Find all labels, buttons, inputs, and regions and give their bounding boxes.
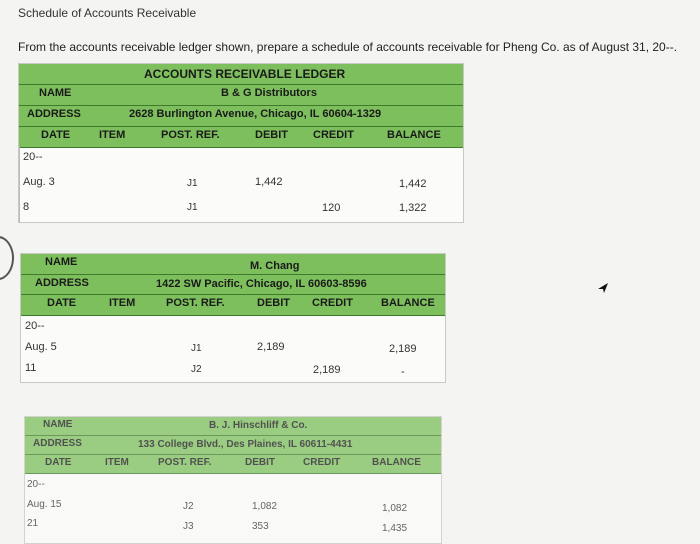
ledger-card-bg-distributors	[18, 63, 464, 223]
col-debit: DEBIT	[257, 297, 290, 309]
partial-circle-mark	[0, 236, 14, 280]
account-name: B & G Distributors	[221, 87, 317, 99]
col-credit: CREDIT	[303, 457, 341, 468]
row-balance: 1,435	[382, 523, 408, 534]
col-credit: CREDIT	[313, 129, 354, 141]
ledger-card-hinschliff	[24, 416, 442, 544]
row-date: Aug. 5	[25, 341, 57, 353]
address-label: ADDRESS	[27, 108, 81, 120]
col-balance: BALANCE	[387, 129, 441, 141]
account-address: 1422 SW Pacific, Chicago, IL 60603-8596	[156, 278, 367, 290]
address-label: ADDRESS	[35, 277, 89, 289]
row-debit: 1,082	[252, 501, 278, 512]
row-balance: 1,082	[382, 503, 408, 514]
row-balance: 1,442	[399, 178, 427, 190]
col-date: DATE	[41, 129, 71, 141]
row-date: 8	[23, 201, 30, 213]
col-item: ITEM	[109, 297, 136, 309]
row-post-ref: J1	[187, 202, 198, 213]
name-label: NAME	[43, 419, 73, 430]
col-post-ref: POST. REF.	[166, 297, 225, 309]
row-balance: 1,322	[399, 202, 427, 214]
col-balance: BALANCE	[381, 297, 435, 309]
ledger-year: 20--	[23, 151, 43, 163]
row-date: Aug. 3	[23, 176, 55, 188]
row-credit: 120	[322, 202, 341, 214]
account-address: 133 College Blvd., Des Plaines, IL 60611-4431	[138, 439, 353, 450]
row-debit: 1,442	[255, 176, 283, 188]
row-post-ref: J2	[191, 364, 202, 375]
row-balance: -	[401, 366, 405, 378]
col-balance: BALANCE	[372, 457, 421, 468]
page-title: Schedule of Accounts Receivable	[18, 6, 197, 20]
row-debit: 2,189	[257, 341, 285, 353]
ledger-year: 20--	[27, 479, 45, 490]
col-post-ref: POST. REF.	[158, 457, 212, 468]
row-post-ref: J1	[191, 343, 202, 354]
mouse-pointer-icon	[597, 282, 609, 296]
col-debit: DEBIT	[255, 129, 288, 141]
col-post-ref: POST. REF.	[161, 129, 220, 141]
row-post-ref: J2	[183, 501, 194, 512]
col-date: DATE	[47, 297, 77, 309]
row-date: 21	[27, 518, 39, 529]
col-item: ITEM	[105, 457, 129, 468]
col-item: ITEM	[99, 129, 126, 141]
col-debit: DEBIT	[245, 457, 275, 468]
account-address: 2628 Burlington Avenue, Chicago, IL 60604-1329	[129, 108, 382, 120]
row-post-ref: J3	[183, 521, 194, 532]
col-date: DATE	[45, 457, 72, 468]
col-credit: CREDIT	[312, 297, 353, 309]
row-debit: 353	[252, 521, 269, 532]
instructions-text: From the accounts receivable ledger shown, prepare a schedule of accounts receivable for Pheng Co. as of August 31, 20--.	[18, 40, 678, 54]
row-post-ref: J1	[187, 178, 198, 189]
account-name: B. J. Hinschliff & Co.	[209, 420, 308, 431]
row-date: Aug. 15	[27, 499, 62, 510]
address-label: ADDRESS	[33, 438, 82, 449]
ledger-year: 20--	[25, 320, 45, 332]
row-date: 11	[25, 362, 37, 374]
name-label: NAME	[45, 256, 78, 268]
row-balance: 2,189	[389, 343, 417, 355]
name-label: NAME	[39, 87, 72, 99]
ledger-card-m-chang	[20, 253, 446, 383]
account-name: M. Chang	[250, 260, 300, 272]
row-credit: 2,189	[313, 364, 341, 376]
ledger-title: ACCOUNTS RECEIVABLE LEDGER	[144, 67, 346, 81]
